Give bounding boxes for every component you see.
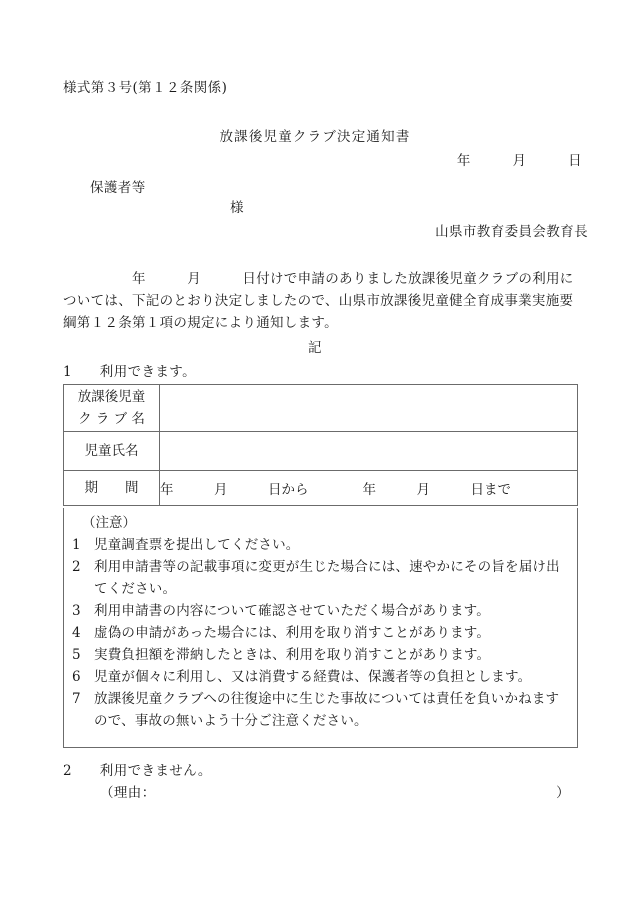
note-text: 虚偽の申請があった場合には、利用を取り消すことがあります。	[94, 625, 491, 641]
note-text: 実費負担額を滞納したときは、利用を取り消すことがあります。	[94, 647, 491, 663]
note-text: 児童が個々に利用し、又は消費する経費は、保護者等の負担とします。	[94, 669, 532, 685]
section-one-heading: 1 利用できます。	[63, 364, 197, 380]
list-item	[72, 600, 571, 622]
table-label-period	[64, 471, 160, 506]
table-label-club-name	[64, 385, 160, 432]
list-item	[72, 534, 571, 556]
table-row	[64, 385, 578, 432]
note-number: 3	[72, 603, 81, 619]
club-name-label-line2: ク ラ ブ 名	[78, 411, 145, 427]
table-value-club-name[interactable]	[160, 385, 578, 432]
table-row	[64, 432, 578, 471]
note-text: 利用申請書の内容について確認させていただく場合があります。	[94, 603, 490, 619]
issuer-name: 山県市教育委員会教育長	[435, 224, 588, 240]
reason-open-paren: （理由：	[100, 785, 156, 801]
header-date-placeholder: 年 月 日	[456, 153, 582, 169]
list-item	[72, 666, 571, 688]
note-text: 児童調査票を提出してください。	[94, 537, 300, 553]
notes-box	[63, 508, 578, 748]
table-row	[64, 471, 578, 506]
table-value-child-name[interactable]	[160, 432, 578, 471]
table-label-child-name	[64, 432, 160, 471]
body-paragraph	[63, 268, 579, 334]
addressee-label: 保護者等	[90, 180, 146, 196]
list-item	[72, 622, 571, 644]
note-number: 5	[72, 647, 81, 663]
body-text: 年 月 日付けで申請のありました放課後児童クラブの利用については、下記のとおり決定しましたので、山県市放課後児童健全育成事業実施要綱第１２条第１項の規定により通知します。	[63, 271, 574, 331]
note-number: 4	[72, 625, 81, 641]
note-text: 放課後児童クラブへの往復途中に生じた事故については責任を負いかねますので、事故の無いよう十分ご注意ください。	[94, 691, 560, 729]
notes-title: （注意）	[82, 515, 136, 531]
reason-close-paren: ）	[556, 785, 570, 801]
note-text: 利用申請書等の記載事項に変更が生じた場合には、速やかにその旨を届け出てください。	[94, 559, 560, 597]
list-item	[72, 556, 571, 600]
list-item	[72, 688, 571, 732]
period-label: 期 間	[84, 480, 139, 496]
list-item	[72, 644, 571, 666]
document-title: 放課後児童クラブ決定通知書	[219, 129, 411, 145]
note-number: 6	[72, 669, 81, 685]
section-two-heading: 2 利用できません。	[63, 763, 212, 779]
note-number: 2	[72, 559, 81, 575]
notes-inner	[64, 508, 577, 732]
reason-field[interactable]	[100, 787, 570, 801]
table-value-period[interactable]: 年 月 日から 年 月 日まで	[160, 471, 578, 506]
club-name-label-line1: 放課後児童	[77, 389, 146, 405]
form-number: 様式第３号(第１２条関係)	[63, 80, 228, 96]
child-name-label: 児童氏名	[84, 443, 139, 459]
decision-table	[63, 384, 578, 506]
ki-marker: 記	[308, 340, 322, 356]
note-number: 1	[72, 537, 81, 553]
note-number: 7	[72, 691, 81, 707]
addressee-honorific: 様	[230, 200, 244, 216]
